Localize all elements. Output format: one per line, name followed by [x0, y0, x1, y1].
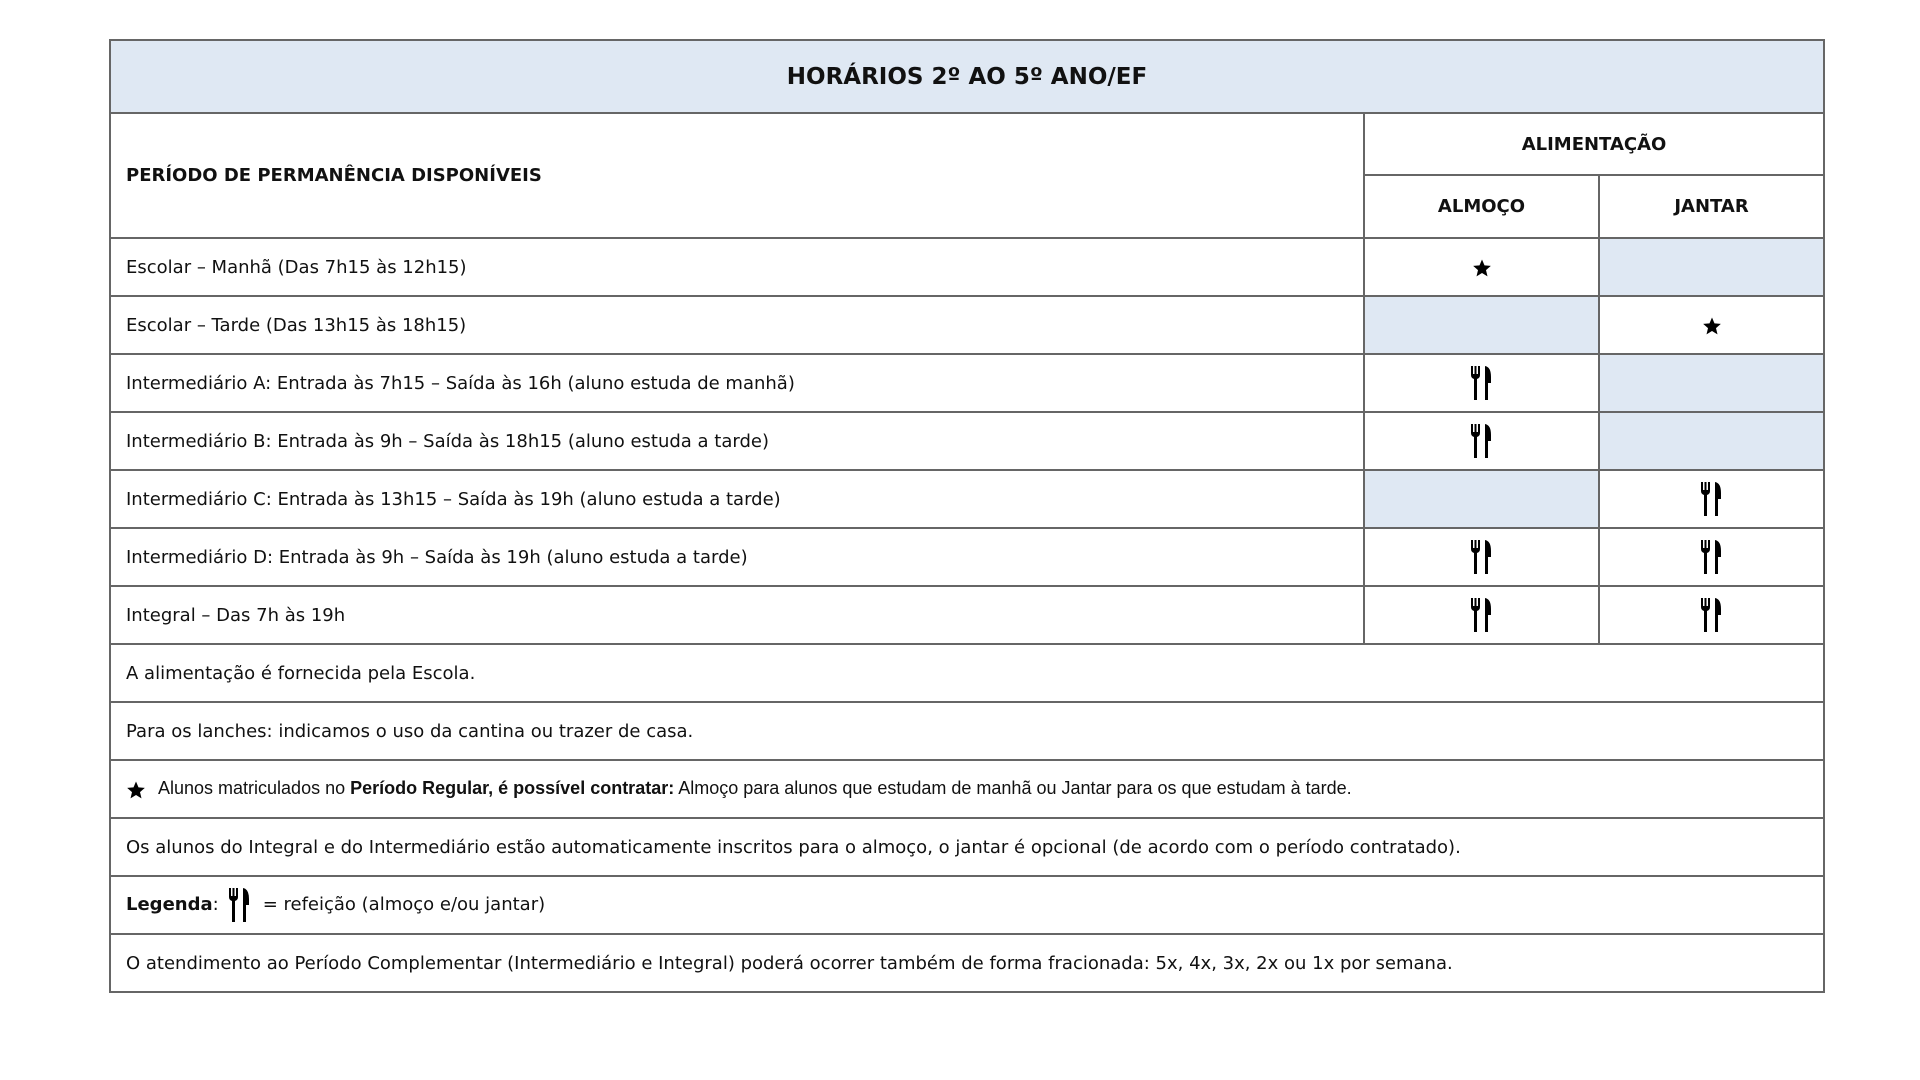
lunch-header: ALMOÇO	[1364, 175, 1599, 238]
lunch-cell	[1364, 238, 1599, 296]
note-fractional: O atendimento ao Período Complementar (Intermediário e Integral) poderá ocorrer também de forma fracionada: 5x, 4x, 3x, 2x ou 1x por semana.	[110, 934, 1824, 992]
legend-row	[110, 876, 1824, 934]
cutlery-icon	[1699, 539, 1725, 575]
dinner-cell-unavailable	[1599, 354, 1824, 412]
dinner-cell	[1599, 296, 1824, 354]
dinner-cell-unavailable	[1599, 412, 1824, 470]
dinner-cell	[1599, 586, 1824, 644]
period-label: Intermediário B: Entrada às 9h – Saída às 18h15 (aluno estuda a tarde)	[110, 412, 1364, 470]
period-label: Intermediário A: Entrada às 7h15 – Saída às 16h (aluno estuda de manhã)	[110, 354, 1364, 412]
star-icon	[126, 780, 146, 800]
lunch-cell-unavailable	[1364, 296, 1599, 354]
cutlery-icon	[1469, 423, 1495, 459]
note-regular-period	[110, 760, 1824, 818]
cutlery-icon	[1469, 597, 1495, 633]
cutlery-icon	[227, 887, 253, 923]
period-label: Intermediário C: Entrada às 13h15 – Saída às 19h (aluno estuda a tarde)	[110, 470, 1364, 528]
dinner-cell	[1599, 528, 1824, 586]
cutlery-icon	[1699, 481, 1725, 517]
note-automatic: Os alunos do Integral e do Intermediário estão automaticamente inscritos para o almoço, o jantar é opcional (de acordo com o período contratado).	[110, 818, 1824, 876]
period-label: Escolar – Manhã (Das 7h15 às 12h15)	[110, 238, 1364, 296]
star-icon	[1472, 258, 1492, 278]
period-label: Integral – Das 7h às 19h	[110, 586, 1364, 644]
cutlery-icon	[1469, 365, 1495, 401]
table-row	[110, 528, 1824, 586]
table-row	[110, 586, 1824, 644]
schedule-rows	[110, 238, 1824, 644]
table-row	[110, 412, 1824, 470]
note-regular-pre: Alunos matriculados no	[158, 778, 351, 799]
period-header: PERÍODO DE PERMANÊNCIA DISPONÍVEIS	[110, 113, 1364, 238]
lunch-cell-unavailable	[1364, 470, 1599, 528]
legend-colon: :	[212, 894, 219, 915]
legend-label: Legenda	[126, 894, 213, 915]
dinner-header: JANTAR	[1599, 175, 1824, 238]
table-row	[110, 296, 1824, 354]
cutlery-icon	[1699, 597, 1725, 633]
note-food-provided: A alimentação é fornecida pela Escola.	[110, 644, 1824, 702]
schedule-table	[109, 39, 1825, 993]
note-snacks: Para os lanches: indicamos o uso da cantina ou trazer de casa.	[110, 702, 1824, 760]
table-row	[110, 354, 1824, 412]
dinner-cell-unavailable	[1599, 238, 1824, 296]
lunch-cell	[1364, 412, 1599, 470]
table-row	[110, 238, 1824, 296]
dinner-cell	[1599, 470, 1824, 528]
lunch-cell	[1364, 586, 1599, 644]
feeding-header: ALIMENTAÇÃO	[1364, 113, 1824, 175]
lunch-cell	[1364, 354, 1599, 412]
legend-text: = refeição (almoço e/ou jantar)	[262, 894, 546, 915]
lunch-cell	[1364, 528, 1599, 586]
star-icon	[1702, 316, 1722, 336]
note-regular-post: Almoço para alunos que estudam de manhã ou Jantar para os que estudam à tarde.	[674, 778, 1352, 799]
table-row	[110, 470, 1824, 528]
period-label: Escolar – Tarde (Das 13h15 às 18h15)	[110, 296, 1364, 354]
period-label: Intermediário D: Entrada às 9h – Saída às 19h (aluno estuda a tarde)	[110, 528, 1364, 586]
table-title: HORÁRIOS 2º AO 5º ANO/EF	[110, 40, 1824, 113]
note-regular-bold: Período Regular, é possível contratar:	[350, 778, 675, 799]
cutlery-icon	[1469, 539, 1495, 575]
